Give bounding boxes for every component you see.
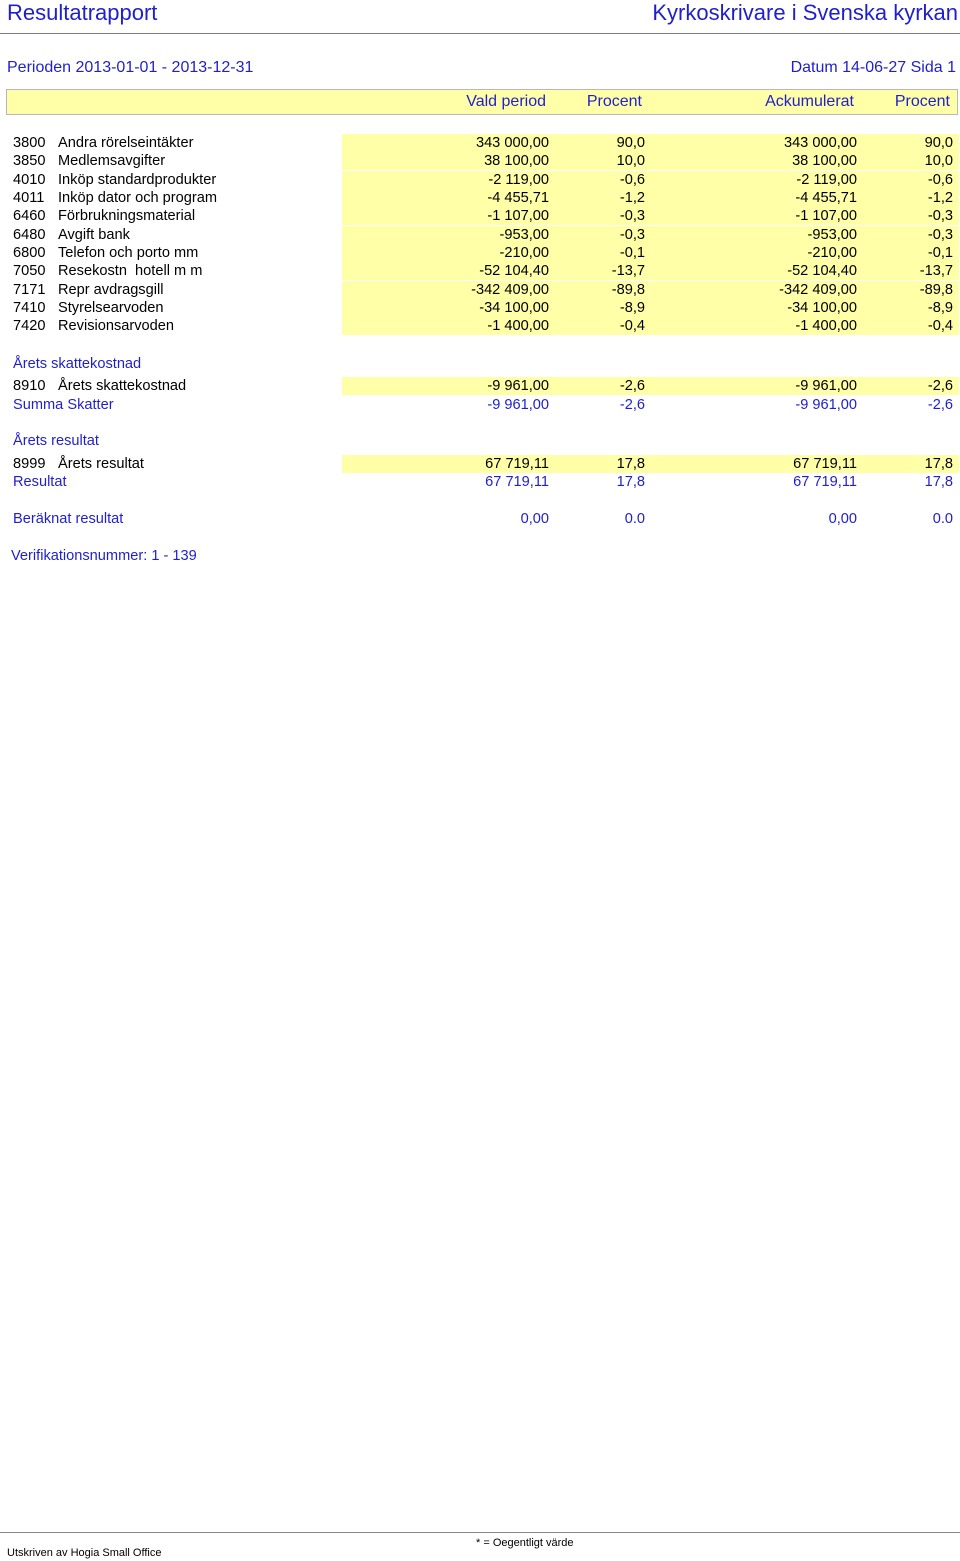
account-number: 7171	[13, 282, 46, 298]
period-amount: -210,00	[499, 245, 549, 261]
table-row	[0, 134, 960, 152]
period-amount: -9 961,00	[487, 397, 549, 413]
accumulated-amount: 0,00	[828, 511, 857, 527]
period-amount: -52 104,40	[479, 263, 549, 279]
account-name: Andra rörelseintäkter	[58, 135, 194, 151]
accumulated-percent: -0,3	[927, 208, 953, 224]
accumulated-percent: -2,6	[927, 378, 953, 394]
table-row	[0, 377, 960, 395]
account-name: Årets resultat	[58, 456, 144, 472]
calculated-result-row	[0, 510, 960, 528]
account-number: 3850	[13, 153, 46, 169]
accumulated-amount: -9 961,00	[795, 397, 857, 413]
table-row	[0, 299, 960, 317]
organization-name: Kyrkoskrivare i Svenska kyrkan	[652, 0, 958, 25]
col-percent-accumulated: Procent	[894, 93, 950, 110]
period-amount: -2 119,00	[488, 172, 549, 188]
col-accumulated: Ackumulerat	[765, 93, 854, 110]
row-highlight	[342, 262, 959, 280]
col-selected-period: Vald period	[466, 93, 546, 110]
account-name: Avgift bank	[58, 227, 130, 243]
account-number: 8910	[13, 378, 46, 394]
period-percent: -8,9	[619, 300, 645, 316]
accumulated-amount: -210,00	[807, 245, 857, 261]
account-name: Repr avdragsgill	[58, 282, 164, 298]
table-row	[0, 262, 960, 280]
account-name: Medlemsavgifter	[58, 153, 166, 169]
account-number: 7420	[13, 318, 46, 334]
period-percent: 0.0	[624, 511, 645, 527]
period-percent: -0,3	[619, 227, 645, 243]
accumulated-amount: -9 961,00	[795, 378, 857, 394]
period-percent: -2,6	[619, 397, 645, 413]
table-row	[0, 207, 960, 225]
table-row	[0, 317, 960, 335]
period-percent: -89,8	[611, 282, 645, 298]
account-number: 4011	[13, 190, 45, 206]
row-highlight	[342, 281, 959, 299]
col-percent-period: Procent	[586, 93, 642, 110]
row-highlight	[342, 171, 959, 189]
period-amount: -9 961,00	[487, 378, 549, 394]
period-percent: -0,3	[619, 208, 645, 224]
period-amount: -342 409,00	[471, 282, 549, 298]
period-percent: 10,0	[616, 153, 645, 169]
table-row	[0, 281, 960, 299]
accumulated-percent: -2,6	[927, 397, 953, 413]
tax-sum-row	[0, 396, 960, 414]
account-number: 8999	[13, 456, 46, 472]
row-highlight	[342, 189, 959, 207]
footer-divider	[0, 1532, 960, 1533]
period-amount: -4 455,71	[487, 190, 549, 206]
row-highlight	[342, 226, 959, 244]
period-amount: 67 719,11	[485, 456, 549, 472]
table-row	[0, 244, 960, 262]
accumulated-percent: -89,8	[919, 282, 953, 298]
tax-section-heading: Årets skattekostnad	[13, 356, 142, 372]
sum-label: Summa Skatter	[13, 397, 114, 413]
account-name: Inköp dator och program	[58, 190, 217, 206]
printed-by: Utskriven av Hogia Small Office	[7, 1547, 162, 1559]
period-amount: 67 719,11	[485, 474, 549, 490]
period-percent: -0,6	[619, 172, 645, 188]
account-name: Styrelsearvoden	[58, 300, 164, 316]
accumulated-percent: -0,3	[927, 227, 953, 243]
report-title: Resultatrapport	[7, 0, 158, 25]
header-divider	[0, 33, 960, 34]
period-percent: 17,8	[616, 456, 645, 472]
accumulated-percent: -13,7	[919, 263, 953, 279]
accumulated-amount: 38 100,00	[792, 153, 857, 169]
row-highlight	[342, 244, 959, 262]
table-row	[0, 226, 960, 244]
calculated-label: Beräknat resultat	[13, 511, 124, 527]
account-number: 7050	[13, 263, 46, 279]
period-percent: -13,7	[611, 263, 645, 279]
period-amount: -953,00	[499, 227, 549, 243]
period-percent: -0,1	[619, 245, 645, 261]
account-name: Förbrukningsmaterial	[58, 208, 196, 224]
period-amount: 38 100,00	[484, 153, 549, 169]
accumulated-percent: 10,0	[924, 153, 953, 169]
period-amount: -1 400,00	[487, 318, 549, 334]
period-percent: -0,4	[619, 318, 645, 334]
accumulated-percent: -1,2	[927, 190, 953, 206]
result-sum-row	[0, 473, 960, 491]
accumulated-percent: 90,0	[924, 135, 953, 151]
row-highlight	[342, 317, 959, 335]
accumulated-percent: 0.0	[932, 511, 953, 527]
row-highlight	[342, 377, 959, 395]
account-number: 7410	[13, 300, 46, 316]
period-percent: -2,6	[619, 378, 645, 394]
account-number: 6800	[13, 245, 46, 261]
result-section-heading: Årets resultat	[13, 433, 99, 449]
account-number: 6460	[13, 208, 46, 224]
table-row	[0, 455, 960, 473]
accumulated-amount: -953,00	[807, 227, 857, 243]
table-row	[0, 171, 960, 189]
accumulated-amount: -2 119,00	[796, 172, 857, 188]
accumulated-amount: 67 719,11	[793, 456, 857, 472]
account-number: 4010	[13, 172, 46, 188]
period-amount: -1 107,00	[487, 208, 549, 224]
footnote: * = Oegentligt värde	[476, 1537, 574, 1549]
accumulated-amount: -52 104,40	[787, 263, 857, 279]
account-name: Resekostn hotell m m	[58, 263, 203, 279]
accumulated-percent: -8,9	[927, 300, 953, 316]
accumulated-amount: -34 100,00	[787, 300, 857, 316]
report-period: Perioden 2013-01-01 - 2013-12-31	[7, 59, 254, 76]
period-percent: 90,0	[616, 135, 645, 151]
accumulated-amount: 67 719,11	[793, 474, 857, 490]
row-highlight	[342, 207, 959, 225]
account-name: Inköp standardprodukter	[58, 172, 217, 188]
account-name: Årets skattekostnad	[58, 378, 187, 394]
row-highlight	[342, 152, 959, 170]
row-highlight	[342, 134, 959, 152]
row-highlight	[342, 455, 959, 473]
period-amount: -34 100,00	[479, 300, 549, 316]
accumulated-percent: 17,8	[924, 474, 953, 490]
period-percent: 17,8	[616, 474, 645, 490]
account-number: 3800	[13, 135, 46, 151]
table-row	[0, 152, 960, 170]
sum-label: Resultat	[13, 474, 67, 490]
account-name: Telefon och porto mm	[58, 245, 199, 261]
accumulated-percent: -0,4	[927, 318, 953, 334]
accumulated-amount: 343 000,00	[783, 135, 857, 151]
accumulated-amount: -1 107,00	[795, 208, 857, 224]
column-header-band	[6, 89, 958, 115]
accumulated-percent: 17,8	[924, 456, 953, 472]
accumulated-amount: -1 400,00	[795, 318, 857, 334]
account-number: 6480	[13, 227, 46, 243]
accumulated-amount: -4 455,71	[795, 190, 857, 206]
accumulated-amount: -342 409,00	[779, 282, 857, 298]
period-amount: 343 000,00	[475, 135, 549, 151]
date-and-page: Datum 14-06-27 Sida 1	[790, 59, 956, 76]
verification-numbers: Verifikationsnummer: 1 - 139	[11, 548, 197, 564]
row-highlight	[342, 299, 959, 317]
period-amount: 0,00	[520, 511, 549, 527]
accumulated-percent: -0,6	[927, 172, 953, 188]
account-name: Revisionsarvoden	[58, 318, 175, 334]
period-percent: -1,2	[619, 190, 645, 206]
table-row	[0, 189, 960, 207]
accumulated-percent: -0,1	[927, 245, 953, 261]
